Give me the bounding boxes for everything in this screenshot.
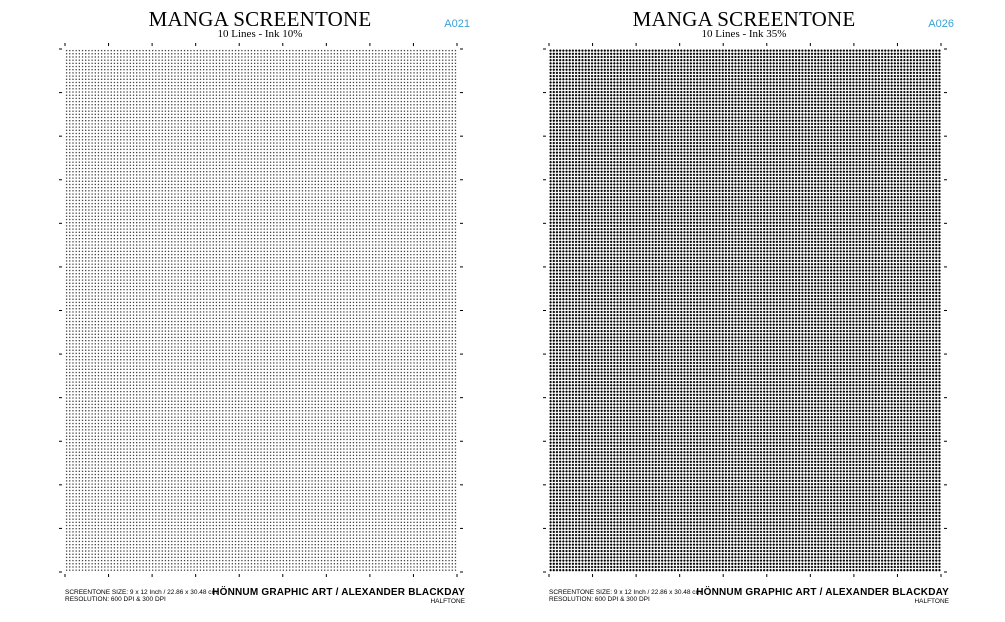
sheet-code: A021 bbox=[444, 18, 470, 30]
sheet-title: MANGA SCREENTONE bbox=[148, 7, 372, 31]
brand-label: HÖNNUM GRAPHIC ART / ALEXANDER BLACKDAY bbox=[212, 587, 465, 598]
sheet-subtitle: 10 Lines - Ink 35% bbox=[701, 28, 787, 40]
tone-type-label: HALFTONE bbox=[430, 598, 465, 605]
size-spec: SCREENTONE SIZE: 9 x 12 Inch / 22.86 x 30.48 cm bbox=[65, 589, 217, 596]
screentone-sheet-right bbox=[529, 0, 954, 622]
sheet-code: A026 bbox=[928, 18, 954, 30]
resolution-spec: RESOLUTION: 600 DPI & 300 DPI bbox=[65, 596, 166, 603]
halftone-pattern bbox=[65, 49, 457, 572]
resolution-spec: RESOLUTION: 600 DPI & 300 DPI bbox=[549, 596, 650, 603]
sheet-specs bbox=[549, 589, 701, 603]
size-spec: SCREENTONE SIZE: 9 x 12 Inch / 22.86 x 30.48 cm bbox=[549, 589, 701, 596]
sheet-subtitle: 10 Lines - Ink 10% bbox=[217, 28, 303, 40]
screentone-sheet-left bbox=[45, 0, 470, 622]
sheet-specs bbox=[65, 589, 217, 603]
halftone-pattern bbox=[549, 49, 941, 572]
tone-type-label: HALFTONE bbox=[914, 598, 949, 605]
sheet-title: MANGA SCREENTONE bbox=[632, 7, 856, 31]
brand-label: HÖNNUM GRAPHIC ART / ALEXANDER BLACKDAY bbox=[696, 587, 949, 598]
